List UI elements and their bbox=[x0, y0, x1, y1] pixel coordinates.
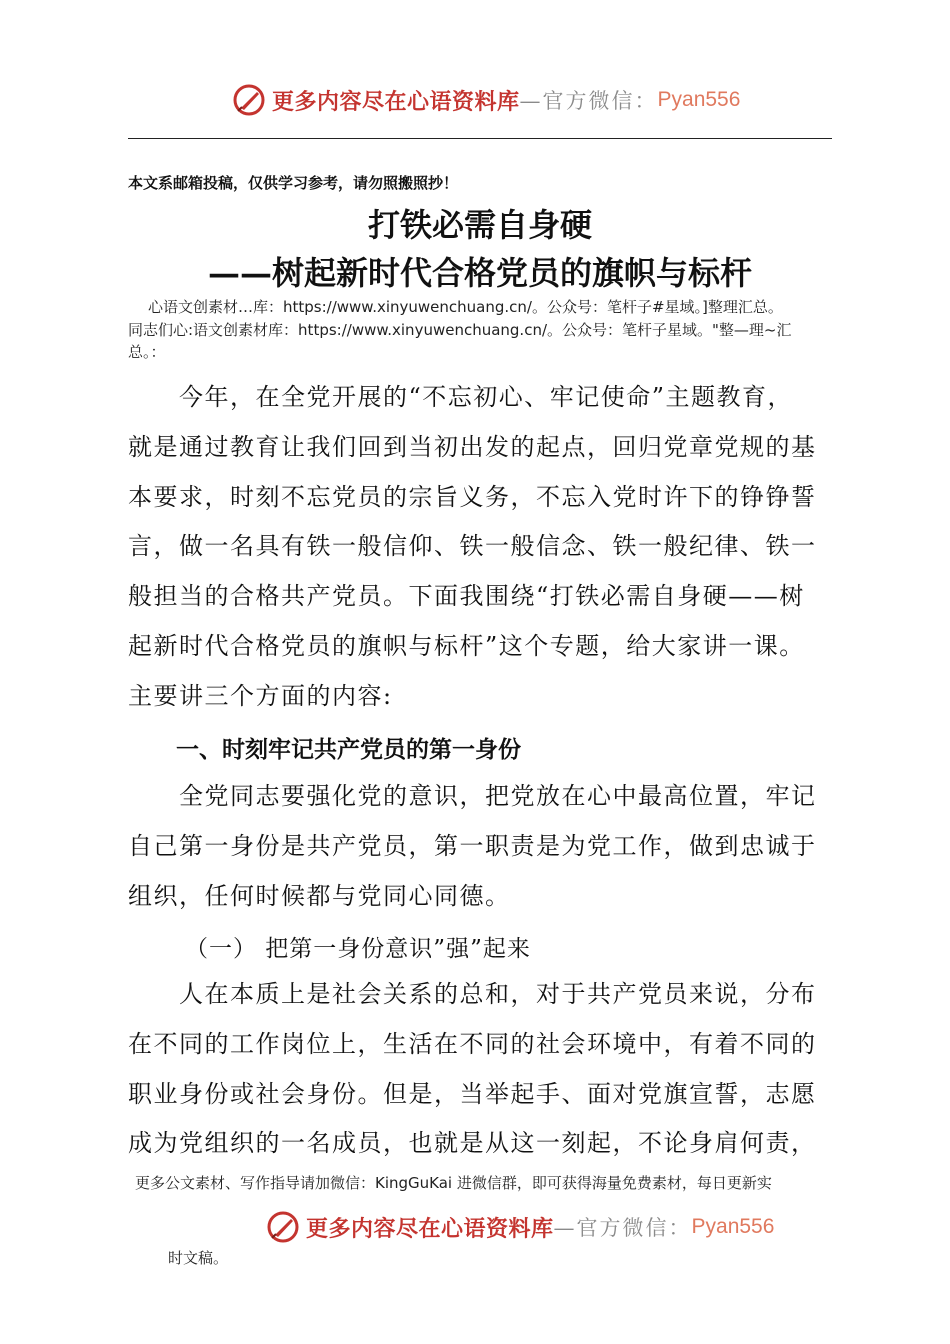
paragraph-line: 本要求，时刻不忘党员的宗旨义务，不忘入党时许下的铮铮誓 bbox=[128, 482, 817, 511]
submission-notice: 本文系邮箱投稿，仅供学习参考，请勿照搬照抄！ bbox=[128, 174, 459, 192]
paragraph-line: 组织，任何时候都与党同心同德。 bbox=[128, 881, 511, 910]
banner-wechat-id: Pyan556 bbox=[691, 1215, 775, 1238]
banner-title: 更多内容尽在心语资料库 bbox=[272, 88, 520, 115]
banner-wechat-id: Pyan556 bbox=[657, 88, 741, 111]
source-note-line: 同志们心:语文创素材库：https://www.xinyuwenchuang.cn/。公众号：笔杆子星域。"整—理~汇 bbox=[128, 320, 792, 339]
paragraph-line: 就是通过教育让我们回到当初出发的起点，回归党章党规的基 bbox=[128, 432, 817, 461]
paragraph-line: 全党同志要强化党的意识，把党放在心中最高位置，牢记 bbox=[128, 782, 817, 810]
paragraph-line: 自己第一身份是共产党员，第一职责是为党工作，做到忠诚于 bbox=[128, 831, 817, 860]
paragraph-subsection-1 bbox=[128, 970, 832, 1169]
paragraph-line: 起新时代合格党员的旗帜与标杆”这个专题，给大家讲一课。 bbox=[128, 631, 805, 660]
quill-logo-icon bbox=[266, 1210, 300, 1244]
source-note bbox=[128, 296, 832, 364]
paragraph-line: 言，做一名具有铁一般信仰、铁一般信念、铁一般纪律、铁一 bbox=[128, 532, 817, 561]
section-heading-1: 一、时刻牢记共产党员的第一身份 bbox=[176, 737, 521, 763]
paragraph-line: 在不同的工作岗位上，生活在不同的社会环境中，有着不同的 bbox=[128, 1029, 817, 1058]
paragraph-line: 今年，在全党开展的“不忘初心、牢记使命”主题教育， bbox=[128, 383, 794, 411]
paragraph-section-1 bbox=[128, 772, 832, 921]
paragraph-line: 主要讲三个方面的内容: bbox=[128, 681, 393, 710]
document-subtitle: ——树起新时代合格党员的旗帜与标杆 bbox=[207, 254, 752, 292]
header-banner bbox=[232, 83, 740, 117]
subsection-heading-1: （一） 把第一身份意识”强”起来 bbox=[185, 936, 531, 962]
footer-note-continued: 时文稿。 bbox=[168, 1249, 229, 1267]
banner-wechat-label: —官方微信： bbox=[519, 89, 658, 113]
footer-banner bbox=[266, 1210, 774, 1244]
paragraph-line: 职业身份或社会身份。但是，当举起手、面对党旗宣誓，志愿 bbox=[128, 1079, 817, 1108]
document-title: 打铁必需自身硬 bbox=[367, 206, 592, 244]
header-divider bbox=[128, 138, 832, 139]
source-note-line: 总。： bbox=[128, 343, 166, 361]
paragraph-intro bbox=[128, 373, 832, 722]
banner-title: 更多内容尽在心语资料库 bbox=[306, 1215, 554, 1242]
source-note-line: 心语文创素材…库：https://www.xinyuwenchuang.cn/。公众号：笔杆子#星域。]整理汇总。 bbox=[148, 298, 783, 316]
banner-wechat-label: —官方微信： bbox=[553, 1216, 692, 1240]
paragraph-line: 成为党组织的一名成员，也就是从这一刻起，不论身肩何责， bbox=[128, 1129, 817, 1158]
quill-logo-icon bbox=[232, 83, 266, 117]
footer-note: 更多公文素材、写作指导请加微信：KingGuKai 进微信群，即可获得海量免费素材，每日更新实 bbox=[135, 1174, 772, 1192]
paragraph-line: 般担当的合格共产党员。下面我围绕“打铁必需自身硬——树 bbox=[128, 582, 805, 611]
paragraph-line: 人在本质上是社会关系的总和，对于共产党员来说，分布 bbox=[128, 980, 817, 1008]
